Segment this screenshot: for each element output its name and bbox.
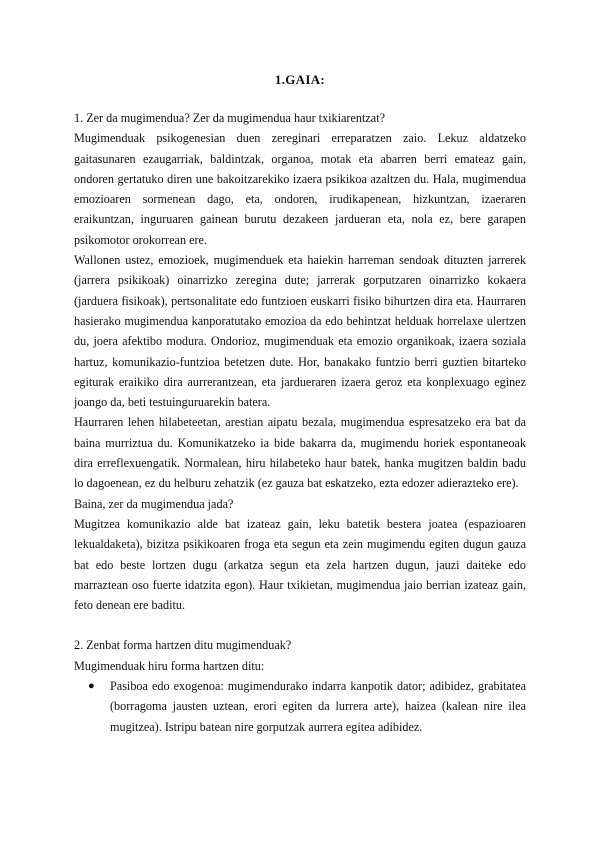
- section1-paragraph-3: Haurraren lehen hilabeteetan, arestian aipatu bezala, mugimendua espresatzeko era bat da baina murriztua du. Komunikatzeko ia bide bakarra da, mugimendu horiek espontaneoak dira erreflexuengatik. Normalean, hiru hilabeteko haur batek, hanka mugitzen baldin badu lo dagoenean, ez du helburu zehatzik (ez gauza bat eskatzeko, ezta edozer adierazteko ere).: [74, 415, 526, 491]
- section1-subquestion: Baina, zer da mugimendua jada?: [74, 496, 234, 511]
- section-spacer: [74, 615, 526, 635]
- section1-paragraph-1: Mugimenduak psikogenesian duen zereginari erreparatzen zaio. Lekuz aldatzeko gaitasunaren ezaugarriak, baldintzak, organoa, motak eta abarren berri emateaz gain, ondoren gertatuko diren une bakoitzarekiko izaera psikikoa azaltzen du. Hala, mugimendua emozioaren sormenean dago, eta, ondoren, irudikapenean, hizkuntzan, izaeraren eraikuntzan, inguruaren gainean burutu dezakeen jardueran eta, nola ez, bere garapen psikomotor orokorrean ere.: [74, 131, 526, 247]
- list-item-text: Pasiboa edo exogenoa: mugimendurako indarra kanpotik dator; adibidez, grabitatea (borragoma jausten uztean, erori egiten da lurrera arte), haizea (kalean nire ilea mugitzea). Istripu batean nire gorputzak aurrera egitea adibidez.: [110, 679, 526, 734]
- section1-question: 1. Zer da mugimendua? Zer da mugimendua haur txikiarentzat?: [74, 111, 385, 125]
- page-title: 1.GAIA:: [274, 72, 326, 87]
- section1-subanswer: Mugitzea komunikazio alde bat izateaz gain, leku batetik bestera joatea (espazioaren lekualdaketa), bizitza psikikoaren froga eta segun eta zein mugimendu egiten dugun gauza bat edo beste lortzen dugu (arkatza segun eta zela hartzen dugun, jauzi daiteke edo marraztean oso fuerte idatzita egon). Haur txikietan, mugimendua jaio berrian izateaz gain, feto denean ere baditu.: [74, 516, 526, 613]
- section2-question: 2. Zenbat forma hartzen ditu mugimenduak?: [74, 638, 292, 653]
- document-body: [74, 108, 526, 737]
- list-item: [74, 676, 526, 737]
- bullet-icon: ●: [88, 680, 95, 693]
- section2-bullet-list: [74, 676, 526, 737]
- section2-intro: Mugimenduak hiru forma hartzen ditu:: [74, 658, 265, 673]
- section1-paragraph-2: Wallonen ustez, emozioek, mugimenduek eta haiekin harreman sendoak dituzten jarrerek (jarrera psikikoak) oinarrizko zeregina dute; jarrerak gorputzaren oinarrizko kokaera (jarduera fisikoak), pertsonalitate edo funtzioen euskarri fisiko bihurtzen dira eta. Haurraren hasierako mugimendua kanporatutako emozioa da edo behintzat helduak horrelaxe ulertzen du, joera afektibo modura. Ondorioz, mugimenduak eta emozio organikoak, izaera soziala hartuz, komunikazio-funtzioa betetzen dute. Hor, banakako funtzio berri guztien bitarteko egiturak eraikiko dira aurrerantzean, eta jardueraren izaera geroz eta konplexuago eginez joango da, beti testuinguruarekin batera.: [74, 253, 526, 410]
